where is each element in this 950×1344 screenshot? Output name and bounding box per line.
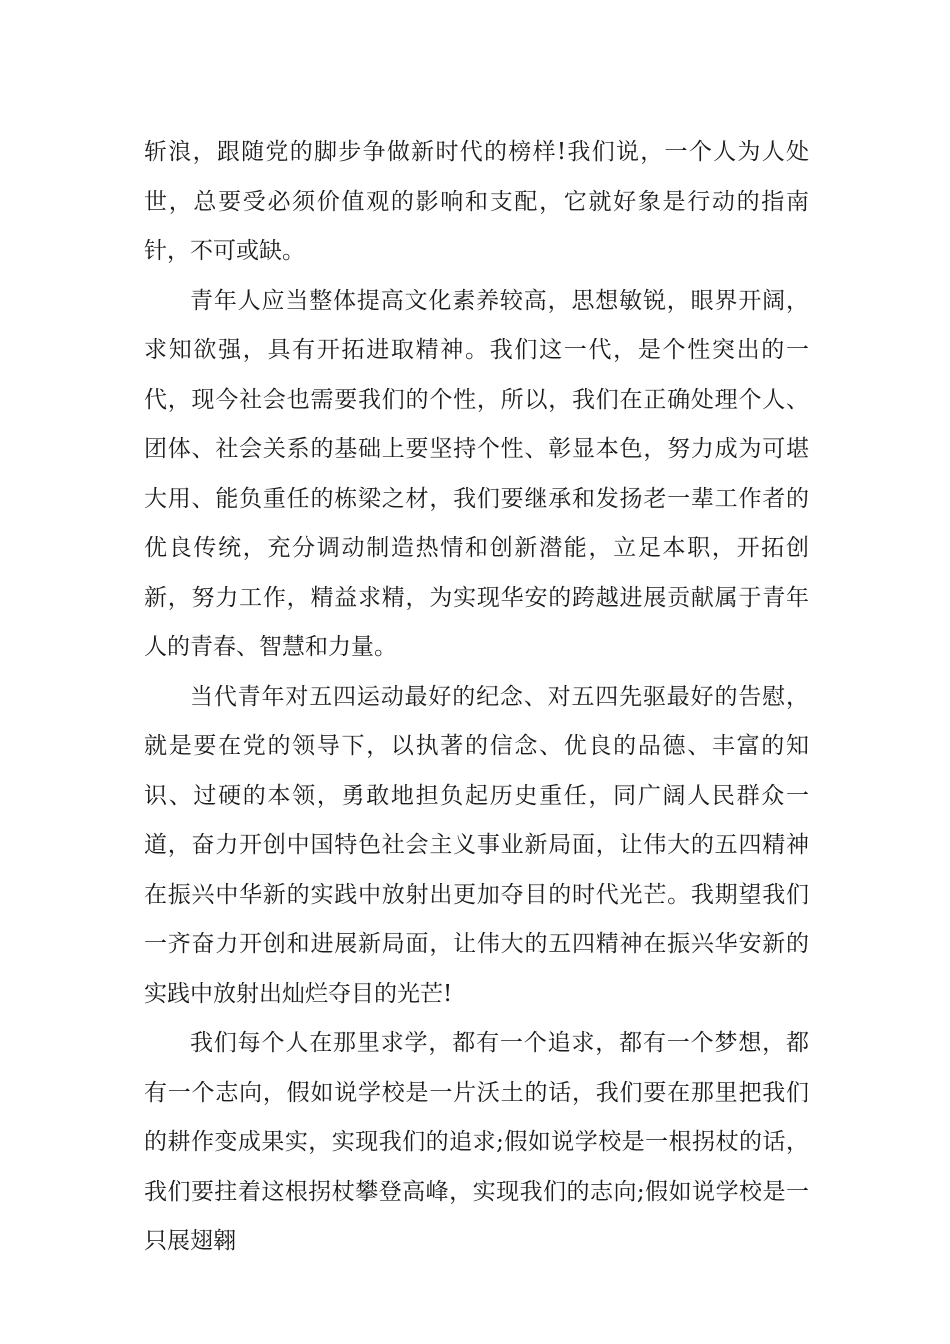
paragraph-continuation: 斩浪，跟随党的脚步争做新时代的榜样!我们说，一个人为人处世，总要受必须价值观的影响和支配，它就好象是行动的指南针，不可或缺。 <box>144 139 809 264</box>
paragraph-youth-qualities: 青年人应当整体提高文化素养较高，思想敏锐，眼界开阔，求知欲强，具有开拓进取精神。我们这一代，是个性突出的一代，现今社会也需要我们的个性，所以，我们在正确处理个人、团体、社会关系的基础上要坚持个性、彰显本色，努力成为可堪大用、能负重任的栋梁之材，我们要继承和发扬老一辈工作者的优良传统，充分调动制造热情和创新潜能，立足本职，开拓创新，努力工作，精益求精，为实现华安的跨越进展贡献属于青年人的青春、智慧和力量。 <box>144 287 809 660</box>
paragraph-may-fourth-spirit: 当代青年对五四运动最好的纪念、对五四先驱最好的告慰，就是要在党的领导下，以执著的信念、优良的品德、丰富的知识、过硬的本领，勇敢地担负起历史重任，同广阔人民群众一道，奋力开创中国特色社会主义事业新局面，让伟大的五四精神在振兴中华新的实践中放射出更加夺目的时代光芒。我期望我们一齐奋力开创和进展新局面，让伟大的五四精神在振兴华安新的实践中放射出灿烂夺目的光芒! <box>144 683 809 1007</box>
body-text <box>144 128 809 1267</box>
paragraph-school-aspirations: 我们每个人在那里求学，都有一个追求，都有一个梦想，都有一个志向，假如说学校是一片沃土的话，我们要在那里把我们的耕作变成果实，实现我们的追求;假如说学校是一根拐杖的话，我们要拄着这根拐杖攀登高峰，实现我们的志向;假如说学校是一只展翅翱 <box>144 1030 809 1254</box>
